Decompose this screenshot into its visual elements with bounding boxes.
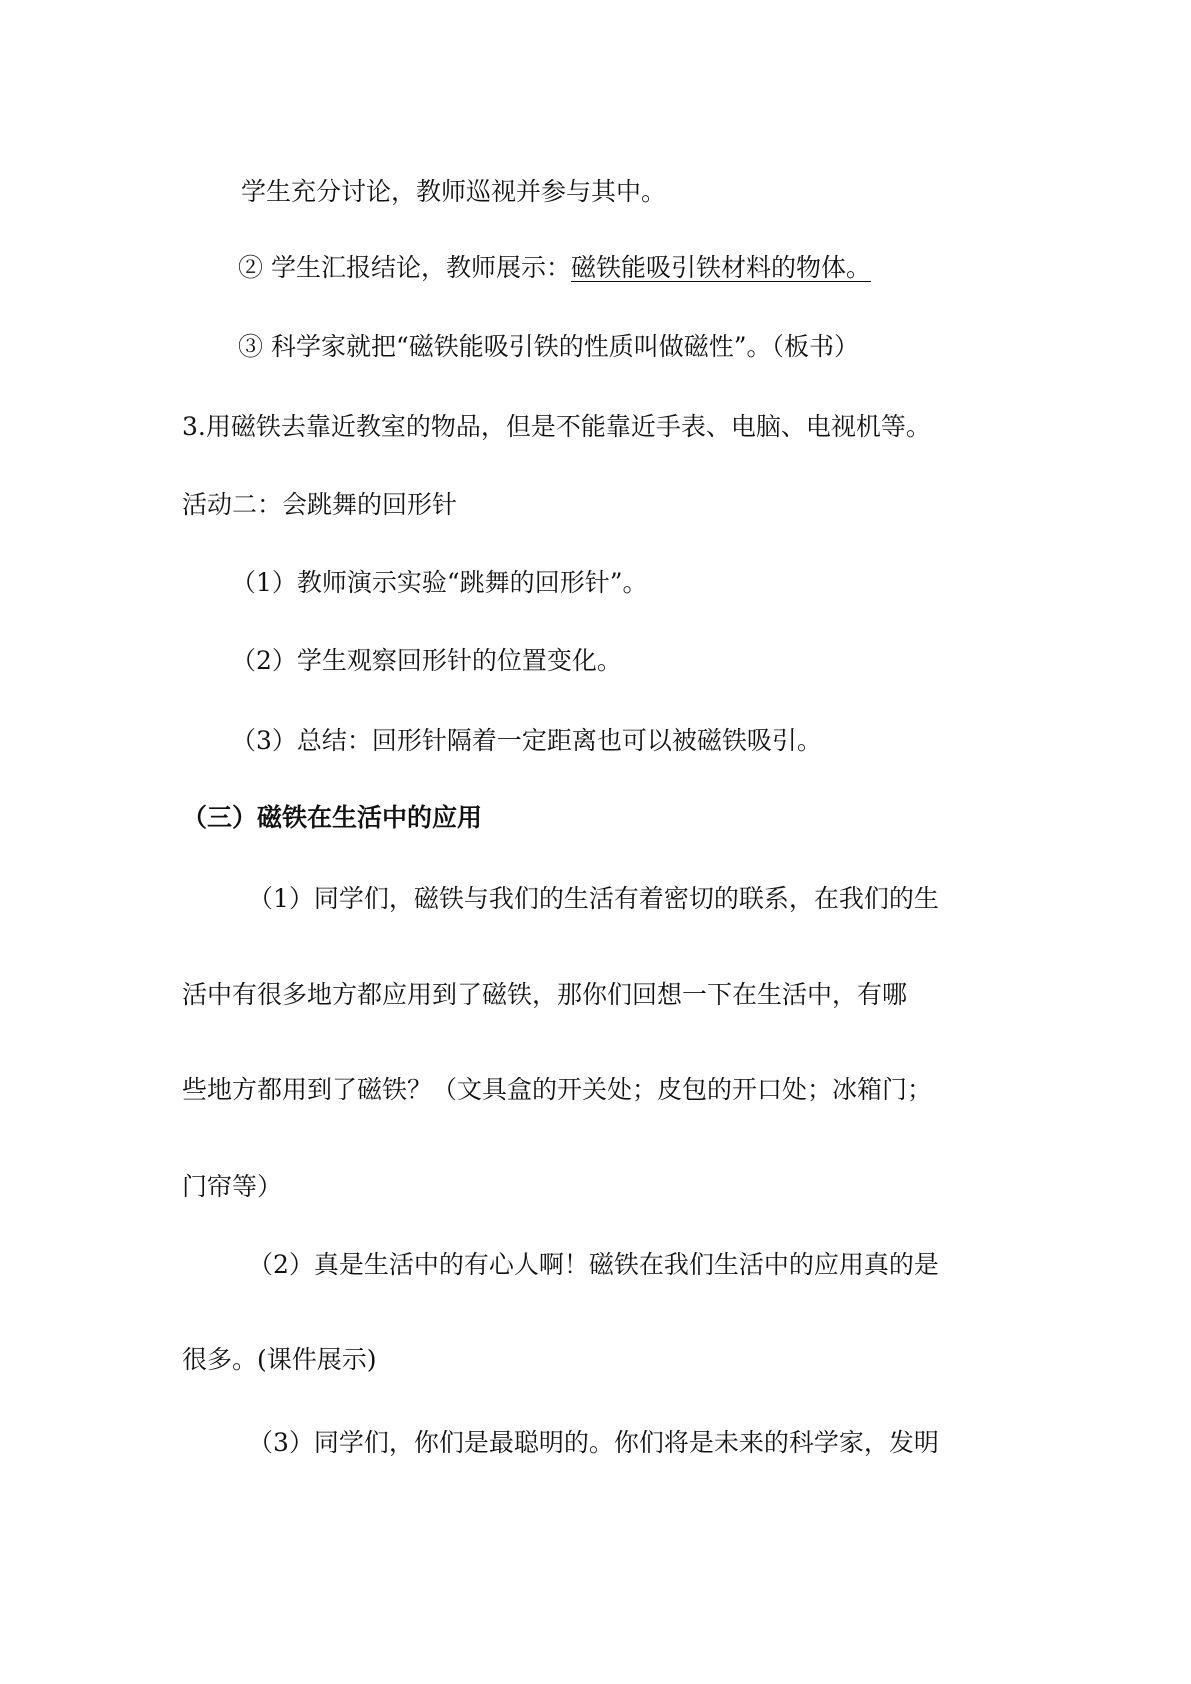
activity-heading: 活动二：会跳舞的回形针 (182, 490, 458, 519)
paragraph-line: 学生充分讨论，教师巡视并参与其中。 (241, 177, 667, 206)
list-item: （3）总结：回形针隔着一定距离也可以被磁铁吸引。 (231, 726, 822, 755)
paragraph-line: 3.用磁铁去靠近教室的物品，但是不能靠近手表、电脑、电视机等。 (182, 412, 931, 441)
paragraph-line: ③ 科学家就把“磁铁能吸引铁的性质叫做磁性”。（板书） (238, 332, 860, 361)
section-heading: （三）磁铁在生活中的应用 (182, 803, 483, 832)
paragraph-line: 些地方都用到了磁铁？（文具盒的开关处；皮包的开口处；冰箱门； (182, 1075, 933, 1104)
underlined-conclusion: 磁铁能吸引铁材料的物体。 (570, 253, 871, 282)
conclusion-prefix: ② 学生汇报结论，教师展示： (238, 253, 571, 282)
paragraph-line: （3）同学们，你们是最聪明的。你们将是未来的科学家，发明 (248, 1428, 939, 1457)
paragraph-line-conclusion (238, 253, 871, 283)
paragraph-line: （1）同学们，磁铁与我们的生活有着密切的联系，在我们的生 (248, 884, 939, 913)
paragraph-line: 很多。(课件展示) (182, 1345, 377, 1374)
paragraph-line: 门帘等） (182, 1172, 283, 1201)
list-item: （1）教师演示实验“跳舞的回形针”。 (231, 568, 648, 597)
list-item: （2）学生观察回形针的位置变化。 (231, 646, 622, 675)
paragraph-line: （2）真是生活中的有心人啊！磁铁在我们生活中的应用真的是 (248, 1250, 939, 1279)
paragraph-line: 活中有很多地方都应用到了磁铁，那你们回想一下在生活中，有哪 (182, 980, 908, 1009)
